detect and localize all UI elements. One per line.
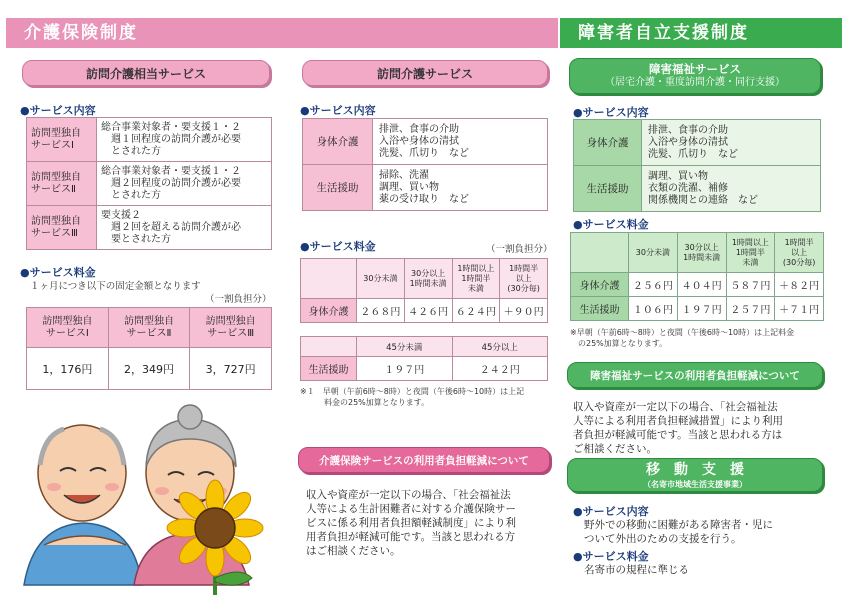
col3-mobility-service-text: 野外での移動に困難がある障害者・児に ついて外出のための支援を行う。 (584, 519, 773, 545)
col3-relief-pill-label: 障害福祉サービスの利用者負担軽減について (590, 370, 800, 382)
col2-pill-label: 訪問介護サービス (376, 67, 473, 81)
c1-svc-name-2: 訪問型独自 サービスⅢ (27, 206, 97, 250)
c2-fee-col-2: 1時間以上 1時間半 未満 (452, 259, 500, 299)
c1-fee-val-0: 1，176円 (27, 348, 109, 390)
c3-svc-desc-0: 排泄、食事の介助 入浴や身体の清拭 洗髪、爪切り など (642, 120, 821, 166)
c2-svc-name-1: 生活援助 (303, 165, 373, 211)
c3-fee-row1-val-0: １０６円 (629, 297, 678, 321)
c3-fee-row0-val-0: ２５６円 (629, 273, 678, 297)
col1-service-head: ●サービス内容 (20, 104, 96, 117)
c2-fee-val-3: ＋９０円 (500, 299, 548, 323)
c3-fee-row1-name: 生活援助 (571, 297, 629, 321)
col3-pill-sub: （居宅介護・重度訪問介護・同行支援） (605, 77, 785, 88)
c2-fee2-col-1: 45分以上 (452, 337, 548, 357)
c3-fee-col-1: 30分以上 1時間未満 (677, 233, 726, 273)
col3-mobility-title: 移 動 支 援 (646, 462, 744, 478)
col1-pill (22, 60, 270, 86)
col3-relief-pill (567, 362, 823, 388)
col3-service-table (573, 119, 821, 212)
col3-relief-text: 収入や資産が一定以下の場合、「社会福祉法 人等による利用者負担軽減措置」により利用 者負担が軽減可能です。当該と思われる方は ご相談ください。 (573, 401, 783, 455)
c3-fee-col-0: 30分未満 (629, 233, 678, 273)
col1-service-table (26, 117, 272, 250)
col3-mobility-service-head: ●サービス内容 (573, 505, 649, 518)
col2-relief-text: 収入や資産が一定以下の場合、「社会福祉法 人等による生計困難者に対する介護保険サー ビスに係る利用者負担額軽減制度」により利 用者負担が軽減可能です。当該と思われる方 はご相談ください。 (306, 489, 516, 557)
c2-fee-row-name: 身体介護 (301, 299, 357, 323)
c3-svc-desc-1: 調理、買い物 衣類の洗濯、補修 関係機関との連絡 など (642, 166, 821, 212)
c3-svc-name-0: 身体介護 (574, 120, 642, 166)
col1-pill-label: 訪問介護相当サービス (85, 67, 206, 81)
c3-fee-col-2: 1時間以上 1時間半 未満 (726, 233, 775, 273)
col1-fee-table (26, 307, 272, 390)
col1-fee-ratio: （一割負担分） (205, 294, 272, 305)
c2-fee-val-1: ４２６円 (404, 299, 452, 323)
col3-fee-table (570, 232, 824, 321)
col2-relief-pill (298, 447, 550, 473)
c2-fee2-val-1: ２４２円 (452, 357, 548, 381)
col3-mobility-pill (567, 458, 823, 492)
col3-mobility-fee-head: ●サービス料金 (573, 550, 649, 563)
col3-fee-head: ●サービス料金 (573, 218, 649, 231)
col3-mobility-fee-text: 名寄市の規程に準じる (584, 564, 689, 576)
c1-fee-val-2: 3，727円 (190, 348, 272, 390)
c3-fee-row1-val-3: ＋７１円 (775, 297, 824, 321)
col2-fee-ratio: （一割負担分） (486, 244, 553, 255)
col1-fee-note: １ヶ月につき以下の固定金額となります (30, 281, 201, 292)
col3-note: ※早朝（午前6時〜8時）と夜間（午後6時〜10時）は上記料金 の25%加算となります。 (570, 328, 795, 348)
col2-note: ※１ 早朝（午前6時〜8時）と夜間（午後6時〜10時）は上記 料金の25%加算となります。 (300, 387, 525, 407)
c1-svc-name-0: 訪問型独自 サービスⅠ (27, 118, 97, 162)
c1-svc-desc-1: 総合事業対象者・要支援１・２ 週２回程度の訪問介護が必要 とされた方 (97, 162, 272, 206)
c2-svc-name-0: 身体介護 (303, 119, 373, 165)
page-title-right: 障害者自立支援制度 (578, 23, 749, 43)
c3-svc-name-1: 生活援助 (574, 166, 642, 212)
c2-fee2-val-0: １９７円 (357, 357, 453, 381)
col2-service-head: ●サービス内容 (300, 104, 376, 117)
c1-svc-desc-2: 要支援２ 週２回を超える訪問介護が必 要とされた方 (97, 206, 272, 250)
c3-fee-row0-val-1: ４０４円 (677, 273, 726, 297)
c2-svc-desc-0: 排泄、食事の介助 入浴や身体の清拭 洗髪、爪切り など (373, 119, 548, 165)
c2-fee-col-3: 1時間半 以上 (30分毎) (500, 259, 548, 299)
c3-fee-row0-name: 身体介護 (571, 273, 629, 297)
col2-pill (302, 60, 548, 86)
c2-fee-col-1: 30分以上 1時間未満 (404, 259, 452, 299)
col3-mobility-sub: （名寄市地域生活支援事業） (643, 480, 747, 489)
kaigo-title-bar (6, 18, 558, 48)
c2-fee2-col-0: 45分未満 (357, 337, 453, 357)
c1-fee-name-1: 訪問型独自 サービスⅡ (108, 308, 190, 348)
col2-relief-pill-label: 介護保険サービスの利用者負担軽減について (319, 455, 529, 467)
c1-fee-name-0: 訪問型独自 サービスⅠ (27, 308, 109, 348)
c1-svc-desc-0: 総合事業対象者・要支援１・２ 週１回程度の訪問介護が必要 とされた方 (97, 118, 272, 162)
c3-fee-row0-val-3: ＋８２円 (775, 273, 824, 297)
c3-fee-row0-val-2: ５８７円 (726, 273, 775, 297)
c2-svc-desc-1: 掃除、洗濯 調理、買い物 薬の受け取り など (373, 165, 548, 211)
c2-fee2-row-name: 生活援助 (301, 357, 357, 381)
page-title-left: 介護保険制度 (24, 23, 138, 43)
c1-svc-name-1: 訪問型独自 サービスⅡ (27, 162, 97, 206)
c2-fee-val-0: ２６８円 (357, 299, 405, 323)
shogai-title-bar (560, 18, 842, 48)
c3-fee-row1-val-1: １９７円 (677, 297, 726, 321)
c3-fee-col-3: 1時間半 以上 (30分毎) (775, 233, 824, 273)
col3-service-head: ●サービス内容 (573, 106, 649, 119)
col2-fee-table (300, 258, 548, 323)
col2-fee2-table (300, 336, 548, 381)
col3-pill (569, 58, 821, 94)
col1-fee-head: ●サービス料金 (20, 266, 96, 279)
col2-service-table (302, 118, 548, 211)
c2-fee-col-0: 30分未満 (357, 259, 405, 299)
col2-fee-head: ●サービス料金 (300, 240, 376, 253)
c3-fee-row1-val-2: ２５７円 (726, 297, 775, 321)
c1-fee-name-2: 訪問型独自 サービスⅢ (190, 308, 272, 348)
col3-pill-title: 障害福祉サービス (649, 62, 741, 76)
c2-fee-val-2: ６２４円 (452, 299, 500, 323)
c1-fee-val-1: 2，349円 (108, 348, 190, 390)
sunflower-illustration (160, 478, 270, 595)
